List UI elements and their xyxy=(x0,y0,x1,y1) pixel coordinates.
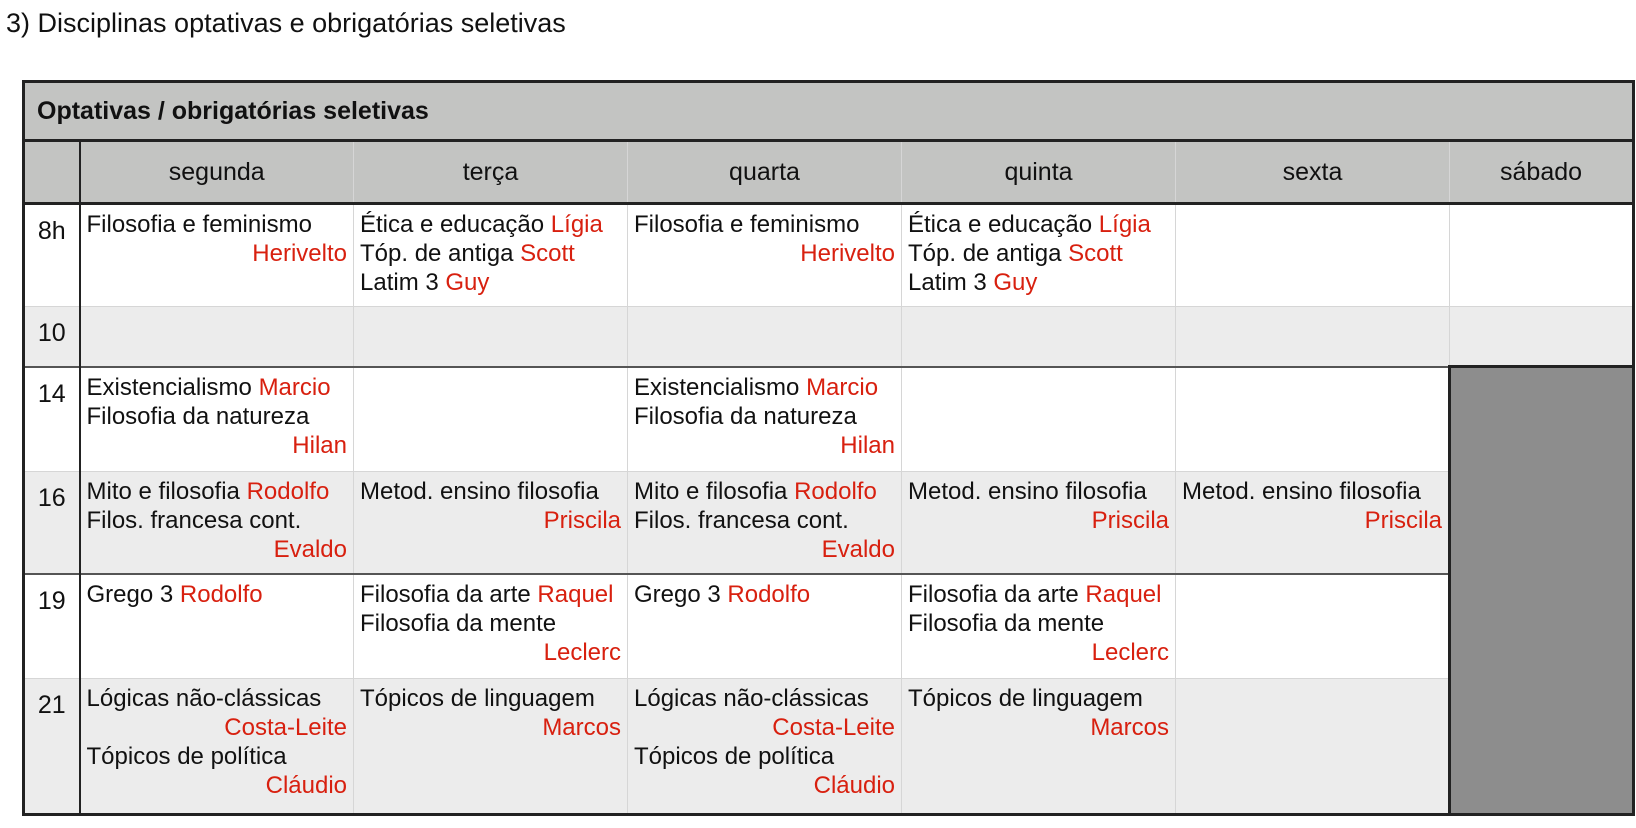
course-name: Metod. ensino filosofia xyxy=(1182,477,1421,505)
professor-name: Marcos xyxy=(1090,713,1169,741)
course-line xyxy=(87,402,348,431)
course-name: Existencialismo xyxy=(634,373,807,401)
course-name: Lógicas não-clássicas xyxy=(634,684,869,712)
course-name: Grego 3 xyxy=(634,580,728,608)
hour-label: 21 xyxy=(24,678,80,814)
course-line xyxy=(908,210,1169,239)
schedule-cell xyxy=(354,574,628,679)
schedule-cell xyxy=(902,471,1176,574)
course-name: Mito e filosofia xyxy=(634,477,795,505)
professor-line xyxy=(908,506,1169,535)
course-line xyxy=(360,268,621,297)
schedule-cell xyxy=(80,574,354,679)
professor-line xyxy=(360,506,621,535)
schedule-cell xyxy=(1176,574,1450,679)
course-line xyxy=(87,373,348,402)
professor-name: Marcos xyxy=(542,713,621,741)
schedule-cell xyxy=(902,678,1176,814)
course-name: Ética e educação xyxy=(360,211,551,238)
course-name: Filosofia da mente xyxy=(360,609,557,637)
day-header: sexta xyxy=(1176,141,1450,204)
professor-line xyxy=(87,239,348,268)
course-line xyxy=(908,477,1169,506)
professor-name: Rodolfo xyxy=(794,477,877,505)
professor-name: Herivelto xyxy=(800,240,895,267)
schedule-cell xyxy=(1176,367,1450,472)
professor-name: Costa-Leite xyxy=(772,713,895,741)
course-line xyxy=(360,477,621,506)
schedule-cell xyxy=(1176,678,1450,814)
course-name: Filosofia da natureza xyxy=(634,402,857,430)
professor-line xyxy=(634,713,895,742)
hour-label: 19 xyxy=(24,574,80,679)
day-header: segunda xyxy=(80,141,354,204)
course-line xyxy=(908,239,1169,268)
course-line xyxy=(360,684,621,713)
course-line xyxy=(87,684,348,713)
course-line xyxy=(908,609,1169,638)
course-name: Filosofia da mente xyxy=(908,609,1105,637)
schedule-row xyxy=(24,204,1634,307)
course-name: Filosofia e feminismo xyxy=(86,211,312,238)
course-line xyxy=(87,580,348,609)
course-line xyxy=(908,580,1169,609)
course-name: Filosofia da natureza xyxy=(86,402,310,430)
hour-label: 8h xyxy=(24,204,80,307)
schedule-row xyxy=(24,367,1634,472)
course-name: Grego 3 xyxy=(86,580,180,608)
course-line xyxy=(87,506,348,535)
unavailable-block xyxy=(1450,367,1634,815)
professor-name: Hilan xyxy=(292,431,347,459)
schedule-cell xyxy=(628,471,902,574)
professor-line xyxy=(634,771,895,800)
day-header-row xyxy=(24,141,1634,204)
schedule-cell xyxy=(1176,471,1450,574)
hour-label: 16 xyxy=(24,471,80,574)
professor-name: Lígia xyxy=(550,211,603,238)
professor-name: Hilan xyxy=(840,431,895,459)
course-line xyxy=(360,609,621,638)
schedule-row xyxy=(24,471,1634,574)
course-line xyxy=(634,210,895,239)
professor-name: Costa-Leite xyxy=(224,713,347,741)
professor-name: Herivelto xyxy=(252,240,347,267)
schedule-cell xyxy=(354,678,628,814)
hour-label: 10 xyxy=(24,306,80,367)
professor-name: Leclerc xyxy=(1091,638,1169,666)
hour-column-header xyxy=(24,141,80,204)
course-line xyxy=(634,477,895,506)
schedule-table xyxy=(22,80,1635,816)
schedule-cell xyxy=(80,367,354,472)
day-header: terça xyxy=(354,141,628,204)
schedule-cell xyxy=(354,367,628,472)
course-line xyxy=(1182,477,1442,506)
professor-name: Marcio xyxy=(258,373,331,401)
schedule-cell xyxy=(80,306,354,367)
course-name: Tóp. de antiga xyxy=(908,240,1069,267)
professor-name: Cláudio xyxy=(813,771,895,799)
course-name: Metod. ensino filosofia xyxy=(360,477,599,505)
professor-name: Scott xyxy=(1068,240,1123,267)
professor-name: Evaldo xyxy=(821,535,895,563)
schedule-row xyxy=(24,306,1634,367)
schedule-cell xyxy=(1450,204,1634,307)
schedule-cell xyxy=(902,574,1176,679)
professor-line xyxy=(634,239,895,268)
course-line xyxy=(634,742,895,771)
course-line xyxy=(908,684,1169,713)
schedule-cell xyxy=(628,574,902,679)
professor-name: Leclerc xyxy=(543,638,621,666)
professor-name: Scott xyxy=(520,240,575,267)
schedule-row xyxy=(24,678,1634,814)
professor-name: Raquel xyxy=(1085,580,1162,608)
course-line xyxy=(87,210,348,239)
table-title: Optativas / obrigatórias seletivas xyxy=(24,82,1634,141)
course-line xyxy=(87,742,348,771)
professor-name: Evaldo xyxy=(273,535,347,563)
course-line xyxy=(87,477,348,506)
schedule-cell xyxy=(80,204,354,307)
professor-name: Rodolfo xyxy=(727,580,811,608)
professor-name: Rodolfo xyxy=(179,580,263,608)
day-header: sábado xyxy=(1450,141,1634,204)
schedule-body xyxy=(24,204,1634,815)
professor-line xyxy=(634,431,895,460)
professor-line xyxy=(87,535,348,564)
day-header: quarta xyxy=(628,141,902,204)
schedule-cell xyxy=(902,204,1176,307)
course-name: Ética e educação xyxy=(908,211,1099,238)
professor-line xyxy=(87,771,348,800)
course-line xyxy=(634,402,895,431)
schedule-cell xyxy=(80,471,354,574)
course-name: Filosofia da arte xyxy=(908,580,1086,608)
course-line xyxy=(360,210,621,239)
professor-line xyxy=(634,535,895,564)
schedule-cell xyxy=(628,306,902,367)
course-name: Latim 3 xyxy=(360,269,446,296)
course-name: Filosofia e feminismo xyxy=(634,211,860,238)
professor-line xyxy=(360,713,621,742)
schedule-cell xyxy=(902,306,1176,367)
professor-name: Rodolfo xyxy=(246,477,330,505)
course-name: Tópicos de política xyxy=(86,742,287,770)
professor-line xyxy=(87,431,348,460)
professor-name: Lígia xyxy=(1098,211,1151,238)
professor-name: Guy xyxy=(993,269,1038,296)
professor-name: Cláudio xyxy=(265,771,347,799)
professor-name: Priscila xyxy=(543,506,621,534)
professor-line xyxy=(1182,506,1442,535)
course-line xyxy=(634,373,895,402)
hour-label: 14 xyxy=(24,367,80,472)
course-name: Lógicas não-clássicas xyxy=(86,684,322,712)
professor-name: Guy xyxy=(445,269,490,296)
course-name: Metod. ensino filosofia xyxy=(908,477,1147,505)
professor-line xyxy=(87,713,348,742)
course-line xyxy=(360,239,621,268)
course-name: Filosofia da arte xyxy=(360,580,538,608)
course-line xyxy=(908,268,1169,297)
professor-name: Marcio xyxy=(806,373,879,401)
course-name: Tópicos de linguagem xyxy=(360,684,595,712)
schedule-row xyxy=(24,574,1634,679)
schedule-cell xyxy=(628,678,902,814)
professor-line xyxy=(908,638,1169,667)
professor-name: Raquel xyxy=(537,580,614,608)
course-name: Filos. francesa cont. xyxy=(634,506,849,534)
schedule-cell xyxy=(902,367,1176,472)
professor-line xyxy=(908,713,1169,742)
course-name: Existencialismo xyxy=(86,373,259,401)
schedule-cell xyxy=(1176,204,1450,307)
professor-line xyxy=(360,638,621,667)
course-line xyxy=(634,580,895,609)
course-name: Latim 3 xyxy=(908,269,994,296)
course-line xyxy=(634,506,895,535)
course-name: Filos. francesa cont. xyxy=(86,506,302,534)
schedule-cell xyxy=(354,306,628,367)
day-header: quinta xyxy=(902,141,1176,204)
course-name: Tóp. de antiga xyxy=(360,240,521,267)
schedule-cell xyxy=(80,678,354,814)
course-line xyxy=(634,684,895,713)
schedule-cell xyxy=(628,204,902,307)
schedule-cell xyxy=(628,367,902,472)
course-name: Mito e filosofia xyxy=(86,477,247,505)
schedule-cell xyxy=(354,471,628,574)
page-heading: 3) Disciplinas optativas e obrigatórias seletivas xyxy=(6,8,566,38)
professor-name: Priscila xyxy=(1091,506,1169,534)
course-line xyxy=(360,580,621,609)
schedule-cell xyxy=(1176,306,1450,367)
schedule-cell xyxy=(354,204,628,307)
course-name: Tópicos de linguagem xyxy=(908,684,1143,712)
schedule-cell xyxy=(1450,306,1634,367)
professor-name: Priscila xyxy=(1364,506,1442,534)
course-name: Tópicos de política xyxy=(634,742,835,770)
